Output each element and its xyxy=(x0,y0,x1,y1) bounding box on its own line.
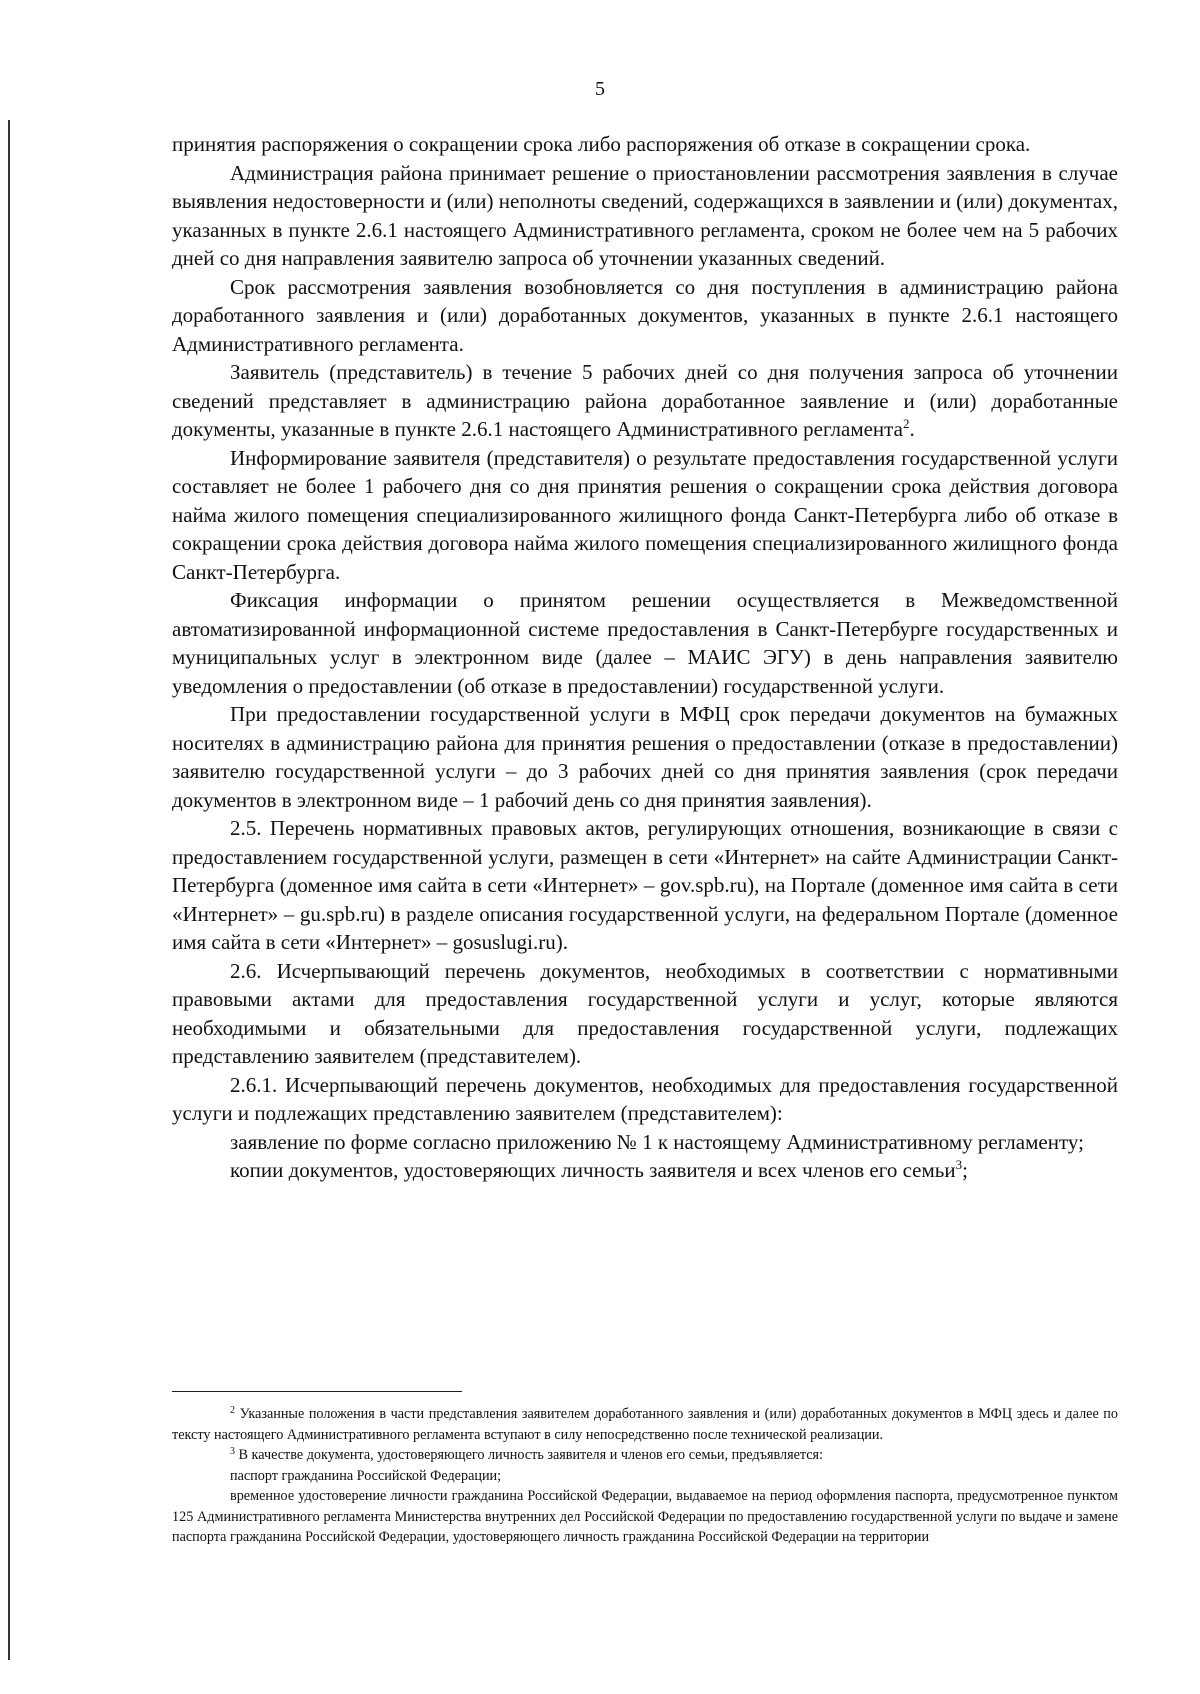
paragraph-text: копии документов, удостоверяющих личность заявителя и всех членов его семьи xyxy=(230,1158,956,1182)
footnote-text: В качестве документа, удостоверяющего личность заявителя и членов его семьи, предъявляется: xyxy=(238,1447,824,1463)
paragraph: 2.6. Исчерпывающий перечень документов, необходимых в соответствии с нормативными правовыми актами для предоставления государственной услуги и услуг, которые являются необходимыми и обязательными для предоставления государственной услуги, подлежащих представлению заявителем (представителем). xyxy=(172,958,1118,1068)
footnote-ref[interactable]: 3 xyxy=(955,1157,963,1172)
paragraph: Срок рассмотрения заявления возобновляется со дня поступления в администрацию района доработанного заявления и (или) доработанных документов, указанных в пункте 2.6.1 настоящего Административного регламента. xyxy=(172,274,1118,356)
paragraph-text: Заявитель (представитель) в течение 5 рабочих дней со дня получения запроса об уточнении сведений представляет в администрацию района доработанное заявление и (или) доработанные документы, указанные в пункте 2.6.1 настоящего Административного регламента xyxy=(172,360,1118,441)
footnote-mark: 2 xyxy=(230,1405,235,1416)
footnote-3 xyxy=(172,1445,1118,1466)
footnote-item: временное удостоверение личности гражданина Российской Федерации, выдаваемое на период оформления паспорта, предусмотренное пунктом 125 Административного регламента Министерства внутренних дел Российской Федерации по предоставлению государственной услуги по выдаче и замене паспорта гражданина Российской Федерации, удостоверяющего личность гражданина Российской Федерации на территории xyxy=(172,1488,1118,1545)
footnote-mark: 3 xyxy=(230,1446,235,1457)
footnote-ref[interactable]: 2 xyxy=(902,416,910,431)
footnotes xyxy=(172,1404,1118,1548)
paragraph: Администрация района принимает решение о приостановлении рассмотрения заявления в случае выявления недостоверности и (или) неполноты сведений, содержащихся в заявлении и (или) документах, указанных в пункте 2.6.1 настоящего Административного регламента, сроком не более чем на 5 рабочих дней со дня направления заявителю запроса об уточнении указанных сведений. xyxy=(172,160,1118,270)
scan-margin-mark xyxy=(8,120,10,1660)
paragraph-tail: . xyxy=(909,417,915,441)
paragraph: 2.5. Перечень нормативных правовых актов, регулирующих отношения, возникающие в связи с предоставлением государственной услуги, размещен в сети «Интернет» на сайте Администрации Санкт-Петербурга (доменное имя сайта в сети «Интернет» – gov.spb.ru), на Портале (доменное имя сайта в сети «Интернет» – gu.spb.ru) в разделе описания государственной услуги, на федеральном Портале (доменное имя сайта в сети «Интернет» – gosuslugi.ru). xyxy=(172,816,1118,954)
paragraph: Фиксация информации о принятом решении осуществляется в Межведомственной автоматизированной информационной системе предоставления в Санкт-Петербурге государственных и муниципальных услуг в электронном виде (далее – МАИС ЭГУ) в день направления заявителю уведомления о предоставлении (об отказе в предоставлении) государственной услуги. xyxy=(172,588,1118,698)
paragraph xyxy=(172,1156,1118,1185)
document-body xyxy=(172,130,1118,1185)
footnote-separator xyxy=(172,1391,462,1392)
paragraph: При предоставлении государственной услуги в МФЦ срок передачи документов на бумажных носителях в администрацию района для принятия решения о предоставлении (отказе в предоставлении) заявителю государственной услуги – до 3 рабочих дней со дня принятия заявления (срок передачи документов в электронном виде – 1 рабочий день со дня принятия заявления). xyxy=(172,702,1118,812)
paragraph: принятия распоряжения о сокращении срока либо распоряжения об отказе в сокращении срока. xyxy=(172,132,1031,156)
paragraph: Информирование заявителя (представителя) о результате предоставления государственной услуги составляет не более 1 рабочего дня со дня принятия решения о сокращении срока действия договора найма жилого помещения специализированного жилищного фонда Санкт-Петербурга либо об отказе в сокращении срока действия договора найма жилого помещения специализированного жилищного фонда Санкт-Петербурга. xyxy=(172,445,1118,584)
footnote-text: Указанные положения в части представления заявителем доработанного заявления и (или) доработанных документов в МФЦ здесь и далее по тексту настоящего Административного регламента вступают в силу непосредственно после технической реализации. xyxy=(172,1406,1118,1443)
paragraph: заявление по форме согласно приложению № 1 к настоящему Административному регламенту; xyxy=(230,1129,1084,1154)
paragraph-tail: ; xyxy=(962,1158,968,1182)
paragraph xyxy=(172,358,1118,444)
paragraph: 2.6.1. Исчерпывающий перечень документов, необходимых для предоставления государственной услуги и подлежащих представлению заявителем (представителем): xyxy=(172,1072,1118,1125)
page-number: 5 xyxy=(595,78,605,100)
footnote-2 xyxy=(172,1404,1118,1445)
footnote-item: паспорт гражданина Российской Федерации; xyxy=(230,1467,502,1484)
